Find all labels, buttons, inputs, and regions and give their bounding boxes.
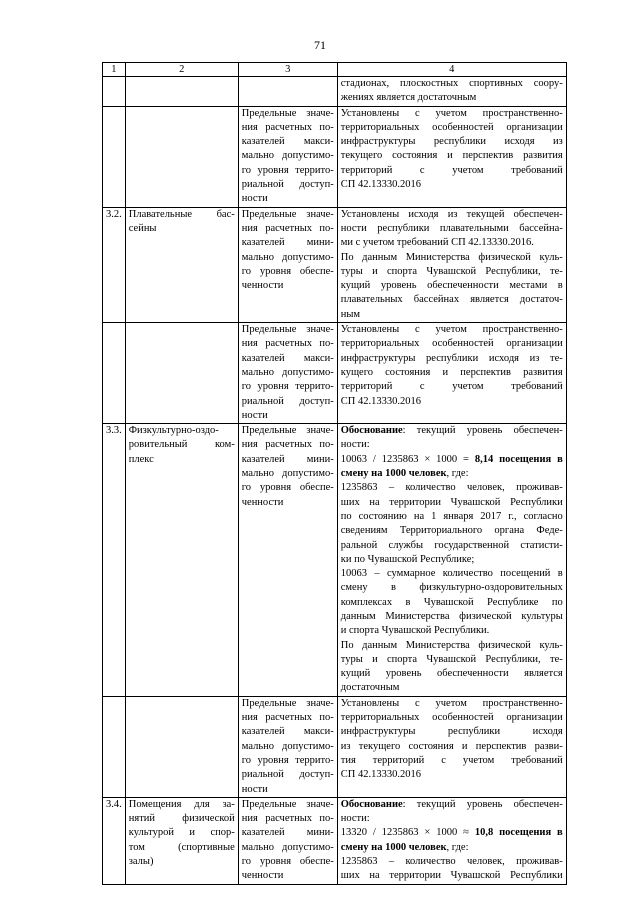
text-fragment: : текущий уровень обеспечен- — [402, 798, 563, 810]
text-line: мально допустимо- — [241, 740, 334, 752]
table-row — [103, 696, 567, 797]
text-line: ности: — [340, 813, 370, 825]
table-row — [103, 77, 567, 107]
row-number-cell — [103, 323, 126, 424]
text-line: По данным Министерства физической куль- — [340, 251, 563, 263]
text-line: туры и спорта Чувашской Республики, те- — [340, 653, 563, 665]
text-line: казателей макси- — [241, 726, 334, 738]
indicator-cell — [238, 323, 337, 424]
formula-result: 10,8 посещения в — [474, 827, 563, 839]
justification-cell — [337, 323, 566, 424]
text-line: кущий уровень обеспеченности является — [340, 668, 563, 680]
text-line: Помещения для за- — [128, 798, 235, 810]
text-line: текущего состояния и перспектив развития — [340, 150, 563, 162]
text-line: стадионах, плоскостных спортивных соору- — [340, 78, 563, 89]
text-fragment: , где: — [446, 841, 469, 853]
text-line: 1235863 – количество человек, проживав- — [340, 482, 563, 494]
text-line: инфраструктуры республики исходя — [340, 726, 563, 738]
text-line: территориальных особенностей организации — [340, 338, 563, 350]
text-line: территорий с учетом требований — [340, 164, 563, 176]
text-line: том (спортивные — [128, 841, 235, 853]
justification-cell — [337, 77, 566, 107]
text-fragment: , где: — [446, 468, 469, 480]
object-cell — [125, 696, 238, 797]
text-line: казателей макси- — [241, 136, 334, 148]
indicator-cell — [238, 77, 337, 107]
column-number-1: 1 — [103, 63, 126, 77]
text-line: го уровня обеспе- — [241, 482, 334, 494]
justification-cell — [337, 424, 566, 697]
text-line: ности — [241, 409, 268, 421]
justification-cell — [337, 106, 566, 207]
object-cell — [125, 77, 238, 107]
text-line: СП 42.13330.2016 — [340, 769, 421, 781]
text-line: Установлены с учетом пространственно- — [340, 697, 563, 709]
text-line: Предельные значе- — [241, 798, 334, 810]
text-line: ших на территории Чувашской Республики — [340, 496, 563, 508]
indicator-cell — [238, 106, 337, 207]
indicator-cell — [238, 207, 337, 322]
text-line: ченности — [241, 870, 284, 882]
row-number-cell: 3.4. — [103, 797, 126, 884]
text-line: ным — [340, 308, 361, 320]
text-line: 10063 – суммарное количество посещений в — [340, 568, 563, 580]
justification-label: Обоснование — [340, 425, 403, 437]
formula-text: 10063 / 1235863 × 1000 = — [340, 453, 475, 465]
text-line: мально допустимо- — [241, 468, 334, 480]
text-line: го уровня обеспе- — [241, 856, 334, 868]
text-line: СП 42.13330.2016 — [340, 179, 421, 191]
text-line: комплексах в Чувашской Республике по — [340, 596, 563, 608]
text-line: По данным Министерства физической куль- — [340, 639, 563, 651]
text-line: казателей мини- — [241, 453, 334, 465]
text-line: ния расчетных по- — [241, 338, 334, 350]
text-line: ченности — [241, 280, 284, 292]
text-line: инфраструктуры республики исходя из те- — [340, 352, 563, 364]
justification-cell — [337, 696, 566, 797]
text-line: сейны — [128, 222, 157, 234]
row-number-cell — [103, 77, 126, 107]
justification-cell — [337, 207, 566, 322]
row-number-cell — [103, 696, 126, 797]
indicator-cell — [238, 696, 337, 797]
text-line: мально допустимо- — [241, 251, 334, 263]
text-line: Предельные значе- — [241, 324, 334, 336]
text-line — [341, 424, 563, 438]
justification-cell — [337, 797, 566, 884]
text-line: ми с учетом требований СП 42.13330.2016. — [340, 237, 534, 249]
text-line: Плавательные бас- — [128, 208, 235, 220]
column-number-4: 4 — [337, 63, 566, 77]
text-line: туры и спорта Чувашской Республики, те- — [340, 265, 563, 277]
text-line: мально допустимо- — [241, 150, 334, 162]
object-cell — [125, 207, 238, 322]
object-cell — [125, 424, 238, 697]
text-line: ших на территории Чувашской Республики — [340, 870, 563, 882]
column-number-3: 3 — [238, 63, 337, 77]
text-line: территорий с учетом требований — [340, 381, 563, 393]
text-line: ния расчетных по- — [241, 813, 334, 825]
text-line: жениях является достаточным — [340, 92, 477, 104]
text-line: ральной службы государственной статисти- — [340, 539, 563, 551]
text-line: и спорта Чувашской Республики. — [340, 625, 490, 637]
table-header-row — [103, 63, 567, 77]
indicator-cell — [238, 424, 337, 697]
text-line: кущего состояния и перспектив развития — [340, 366, 563, 378]
text-line: Установлены с учетом пространственно- — [340, 107, 563, 119]
text-line: Предельные значе- — [241, 208, 334, 220]
formula-line — [341, 453, 563, 467]
table-row — [103, 323, 567, 424]
formula-result: 8,14 посещения в — [474, 453, 563, 465]
text-line: Предельные значе- — [241, 425, 334, 437]
row-number-cell: 3.2. — [103, 207, 126, 322]
text-line: казателей макси- — [241, 352, 334, 364]
text-line: ния расчетных по- — [241, 439, 334, 451]
text-line: ности: — [340, 439, 370, 451]
text-line: кущий уровень обеспеченности местами в — [340, 280, 563, 292]
text-line: смену в физкультурно-оздоровительных — [340, 582, 563, 594]
text-line: мально допустимо- — [241, 841, 334, 853]
formula-result: смену на 1000 человек — [340, 841, 447, 853]
text-line — [341, 798, 563, 812]
text-line: Установлены с учетом пространственно- — [340, 324, 563, 336]
text-line: ния расчетных по- — [241, 712, 334, 724]
table-row — [103, 207, 567, 322]
text-line: тия территорий с учетом требований — [340, 754, 563, 766]
text-line: Предельные значе- — [241, 107, 334, 119]
text-line — [341, 467, 563, 481]
text-line: ки по Чувашской Республике; — [340, 553, 475, 565]
text-line: ченности — [241, 496, 284, 508]
text-line: достаточным — [340, 682, 400, 694]
text-line: территориальных особенностей организации — [340, 712, 563, 724]
text-line: территориальных особенностей организации — [340, 121, 563, 133]
text-line: риальной доступ- — [241, 769, 334, 781]
column-number-2: 2 — [125, 63, 238, 77]
text-line: нятий физической — [128, 813, 235, 825]
text-line: СП 42.13330.2016 — [340, 395, 421, 407]
text-line: казателей мини- — [241, 827, 334, 839]
text-line: ния расчетных по- — [241, 121, 334, 133]
text-line: ровительный ком- — [128, 439, 235, 451]
text-line: го уровня террито- — [241, 164, 334, 176]
text-line: Предельные значе- — [241, 697, 334, 709]
text-line: го уровня обеспе- — [241, 265, 334, 277]
text-line: плекс — [128, 453, 154, 465]
object-cell — [125, 797, 238, 884]
table-row — [103, 424, 567, 697]
object-cell — [125, 323, 238, 424]
text-line — [341, 841, 563, 855]
text-line: мально допустимо- — [241, 366, 334, 378]
formula-result: смену на 1000 человек — [340, 468, 447, 480]
text-line: по состоянию на 1 января 2017 г., согласно — [340, 510, 563, 522]
text-line: инфраструктуры республики исходя из — [340, 136, 563, 148]
text-line: культурой и спор- — [128, 827, 235, 839]
text-line: из текущего состояния и перспектив разви- — [340, 740, 563, 752]
text-line: риальной доступ- — [241, 395, 334, 407]
formula-line — [341, 826, 563, 840]
text-line: ности — [241, 783, 268, 795]
table-row — [103, 797, 567, 884]
text-line: казателей мини- — [241, 237, 334, 249]
text-line: ности — [241, 193, 268, 205]
text-line: Установлены исходя из текущей обеспечен- — [340, 208, 563, 220]
text-line: го уровня террито- — [241, 754, 334, 766]
text-line: Физкультурно-оздо- — [128, 425, 219, 437]
text-line: 1235863 – количество человек, проживав- — [340, 856, 563, 868]
text-line: данным Министерства физической культуры — [340, 610, 563, 622]
standards-table — [102, 62, 567, 885]
justification-label: Обоснование — [340, 798, 403, 810]
text-line: сведениям Территориального органа Феде- — [340, 525, 563, 537]
object-cell — [125, 106, 238, 207]
row-number-cell: 3.3. — [103, 424, 126, 697]
table-row — [103, 106, 567, 207]
text-line: ния расчетных по- — [241, 222, 334, 234]
formula-text: 13320 / 1235863 × 1000 ≈ — [340, 827, 475, 839]
text-line: залы) — [128, 856, 154, 868]
text-fragment: : текущий уровень обеспечен- — [402, 425, 563, 437]
text-line: плавательных бассейнах является достаточ- — [340, 294, 563, 306]
text-line: го уровня террито- — [241, 381, 334, 393]
row-number-cell — [103, 106, 126, 207]
text-line: риальной доступ- — [241, 179, 334, 191]
page-number: 71 — [314, 38, 326, 52]
indicator-cell — [238, 797, 337, 884]
text-line: ности республики плавательными бассейна- — [340, 222, 563, 234]
